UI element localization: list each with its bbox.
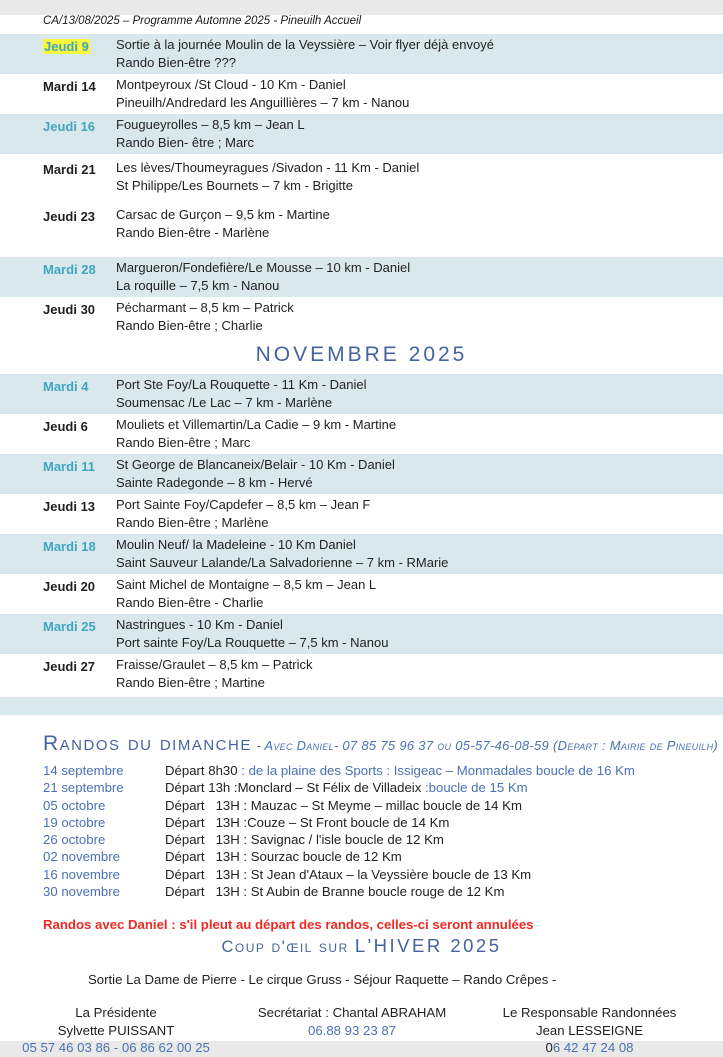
dimanche-date: 30 novembre [43, 884, 120, 900]
dimanche-text [165, 883, 504, 900]
row-line1: Pécharmant – 8,5 km – Patrick [116, 300, 294, 315]
row-line1: Les lèves/Thoumeyragues /Sivadon - 11 Km - Daniel [116, 160, 420, 175]
row-lines [116, 206, 330, 241]
row-line1: Sortie à la journée Moulin de la Veyssière – Voir flyer déjà envoyé [116, 37, 494, 52]
row-lines [116, 536, 448, 571]
dimanche-date: 21 septembre [43, 780, 124, 796]
row-lines [116, 299, 294, 334]
row-date: Jeudi 23 [43, 209, 96, 224]
footer-presidente [0, 1004, 232, 1057]
footer-role: La Présidente [75, 1005, 157, 1021]
row-line1: Fraisse/Graulet – 8,5 km – Patrick [116, 657, 313, 672]
schedule-november [0, 374, 723, 694]
dimanche-text-black: Départ 13H :Couze – St Front boucle de 14 Km [165, 814, 450, 830]
row-date: Mardi 4 [43, 379, 89, 394]
row-lines [116, 259, 410, 294]
row-date: Mardi 11 [43, 459, 96, 474]
row-lines [116, 159, 419, 194]
row-line2: Rando Bien- être ; Marc [116, 134, 255, 150]
row-lines [116, 656, 313, 691]
footer-phone-prefix: 0 [545, 1040, 553, 1056]
blue-separator-band [0, 697, 723, 715]
dimanche-item [43, 814, 723, 831]
row-date: Jeudi 30 [43, 302, 96, 317]
row-date: Mardi 18 [43, 539, 96, 554]
row-line2: Pineuilh/Andredard les Anguillières – 7 km - Nanou [116, 94, 410, 110]
dimanche-text [165, 814, 449, 831]
dimanche-text-black: Départ 13H : Mauzac – St Meyme – millac boucle de 14 Km [165, 797, 522, 813]
footer-phone [472, 1039, 707, 1057]
row-date: Jeudi 13 [43, 499, 96, 514]
schedule-row [0, 297, 723, 337]
footer-role: Secrétariat : Chantal ABRAHAM [257, 1005, 447, 1021]
hiver-heading [0, 935, 723, 957]
dimanche-item [43, 762, 723, 779]
dimanche-date: 14 septembre [43, 763, 124, 778]
hiver-title-small: Coup d'œil sur [221, 938, 355, 957]
footer-name: Jean LESSEIGNE [535, 1022, 644, 1038]
dimanche-text [165, 779, 528, 796]
row-date: Mardi 21 [43, 162, 96, 177]
row-lines [116, 456, 395, 491]
schedule-row [0, 454, 723, 494]
row-line2: Soumensac /Le Lac – 7 km - Marlène [116, 394, 333, 410]
dimanche-subtitle: - Avec Daniel- 07 85 75 96 37 ou 05-57-46-08-59 (Depart : Mairie de Pineuilh) [256, 738, 718, 753]
row-line2: Rando Bien-être ; Marc [116, 434, 251, 450]
footer-phone: 06.88 93 23 87 [308, 1022, 396, 1038]
row-date: Mardi 14 [43, 79, 96, 94]
row-line2: Sainte Radegonde – 8 km - Hervé [116, 474, 313, 490]
dimanche-text-black: Départ 8h30 [165, 763, 242, 778]
schedule-october [0, 34, 723, 337]
schedule-row [0, 654, 723, 694]
schedule-row [0, 574, 723, 614]
row-lines [116, 376, 367, 411]
row-lines [116, 576, 376, 611]
row-line1: Fougueyrolles – 8,5 km – Jean L [116, 117, 305, 132]
dimanche-date: 16 novembre [43, 866, 120, 882]
row-line1: St George de Blancaneix/Belair - 10 Km - Daniel [116, 457, 395, 472]
dimanche-title: Randos du dimanche [43, 732, 252, 755]
dimanche-item [43, 831, 723, 848]
dimanche-item [43, 848, 723, 865]
hiver-activities-line: Sortie La Dame de Pierre - Le cirque Gruss - Séjour Raquette – Rando Crêpes - [88, 972, 557, 988]
dimanche-text-blue: :boucle de 15 Km [424, 780, 528, 796]
row-date: Jeudi 20 [43, 579, 96, 594]
row-lines [116, 116, 305, 151]
row-date [43, 36, 116, 71]
dimanche-text-black: Départ 13H : St Aubin de Branne boucle rouge de 12 Km [165, 884, 505, 900]
row-line1: Mouliets et Villemartin/La Cadie – 9 km - Martine [116, 417, 397, 432]
dimanche-text-black: Départ 13H : Savignac / l'isle boucle de 12 Km [165, 832, 444, 848]
row-date: Mardi 28 [43, 262, 96, 277]
row-line1: Montpeyroux /St Cloud - 10 Km - Daniel [116, 77, 346, 92]
rain-warning: Randos avec Daniel : s'il pleut au départ des randos, celles-ci seront annulées [43, 917, 534, 933]
row-date: Jeudi 27 [43, 659, 96, 674]
dimanche-text-black: Départ 13H : St Jean d'Ataux – la Veyssière boucle de 13 Km [165, 866, 532, 882]
dimanche-text-black: Départ 13h :Monclard – St Félix de Villadeix [165, 780, 425, 796]
row-line2: Port sainte Foy/La Rouquette – 7,5 km - Nanou [116, 634, 389, 650]
dimanche-item [43, 883, 723, 900]
footer-secretariat [232, 1004, 472, 1057]
row-line1: Moulin Neuf/ la Madeleine - 10 Km Daniel [116, 537, 356, 552]
schedule-row [0, 534, 723, 574]
dimanche-text-blue: : de la plaine des Sports : Issigeac – Monmadales boucle de 16 Km [241, 763, 635, 778]
footer-phone-number: 6 42 47 24 08 [552, 1040, 634, 1056]
row-line1: Carsac de Gurçon – 9,5 km - Martine [116, 207, 330, 222]
footer [0, 1004, 723, 1057]
schedule-row [0, 74, 723, 114]
schedule-row [0, 34, 723, 74]
schedule-row [0, 494, 723, 534]
novembre-heading: NOVEMBRE 2025 [255, 343, 468, 366]
row-line2: Rando Bien-être ; Marlène [116, 514, 269, 530]
row-line1: Nastringues - 10 Km - Daniel [116, 617, 283, 632]
highlighted-date: Jeudi 9 [44, 39, 89, 54]
dimanche-text-black: Départ 13H : Sourzac boucle de 12 Km [165, 849, 402, 865]
footer-responsable [472, 1004, 723, 1057]
row-lines [116, 36, 494, 71]
dimanche-text [165, 762, 635, 779]
dimanche-item [43, 779, 723, 796]
row-line1: Port Sainte Foy/Capdefer – 8,5 km – Jean F [116, 497, 371, 512]
schedule-row [0, 257, 723, 297]
schedule-row [0, 114, 723, 154]
row-line2: Rando Bien-être - Marlène [116, 224, 270, 240]
row-lines [116, 416, 396, 451]
row-date: Mardi 25 [43, 619, 96, 634]
schedule-row [0, 414, 723, 454]
footer-phone: 05 57 46 03 86 - 06 86 62 00 25 [22, 1040, 210, 1056]
footer-name: Sylvette PUISSANT [57, 1022, 175, 1038]
dimanche-item [43, 866, 723, 883]
dimanche-date: 26 octobre [43, 832, 106, 848]
schedule-row [0, 154, 723, 201]
schedule-row [0, 614, 723, 654]
dimanche-heading [43, 732, 723, 756]
row-lines [116, 496, 370, 531]
dimanche-date: 05 octobre [43, 797, 106, 813]
dimanche-text [165, 866, 531, 883]
dimanche-list [0, 762, 723, 900]
schedule-row [0, 374, 723, 414]
row-line2: Saint Sauveur Lalande/La Salvadorienne – 7 km - RMarie [116, 554, 449, 570]
row-date: Jeudi 16 [43, 119, 96, 134]
row-line1: Margueron/Fondefière/Le Mousse – 10 km - Daniel [116, 260, 411, 275]
row-line2: La roquille – 7,5 km - Nanou [116, 277, 280, 293]
dimanche-text [165, 831, 444, 848]
row-line2: Rando Bien-être ; Charlie [116, 317, 263, 333]
row-line2: Rando Bien-être - Charlie [116, 594, 264, 610]
row-line2: Rando Bien-être ??? [116, 54, 236, 70]
hiver-title-large: L'HIVER 2025 [354, 935, 502, 957]
program-page [0, 15, 723, 1056]
document-header: CA/13/08/2025 – Programme Automne 2025 - Pineuilh Accueil [43, 15, 362, 27]
dimanche-date: 19 octobre [43, 814, 106, 830]
row-date: Jeudi 6 [43, 419, 88, 434]
row-line1: Port Ste Foy/La Rouquette - 11 Km - Daniel [116, 377, 367, 392]
dimanche-text [165, 797, 522, 814]
dimanche-text [165, 848, 402, 865]
dimanche-date: 02 novembre [43, 849, 120, 865]
schedule-row [0, 201, 723, 248]
row-line2: Rando Bien-être ; Martine [116, 674, 265, 690]
row-lines [116, 76, 409, 111]
row-lines [116, 616, 388, 651]
row-line1: Saint Michel de Montaigne – 8,5 km – Jean L [116, 577, 377, 592]
footer-role: Le Responsable Randonnées [502, 1005, 677, 1021]
dimanche-item [43, 797, 723, 814]
row-line2: St Philippe/Les Bournets – 7 km - Brigitte [116, 177, 354, 193]
